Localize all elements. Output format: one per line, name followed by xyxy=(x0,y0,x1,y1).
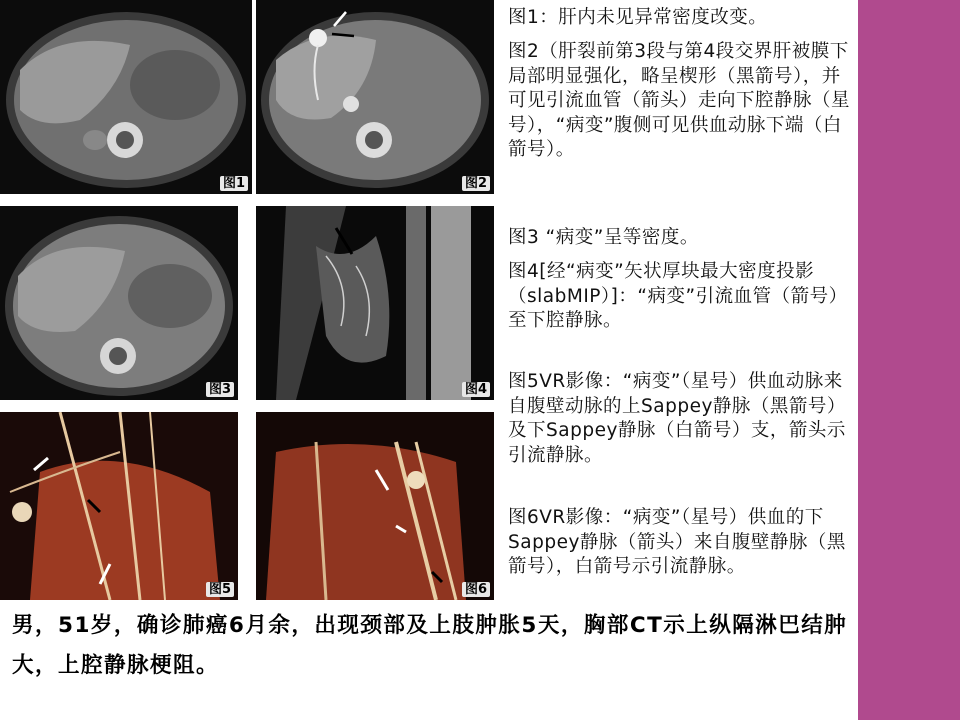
figure-2-label: 图2 xyxy=(462,176,490,191)
ct-image-figure-3 xyxy=(0,206,238,400)
figure-5-label: 图5 xyxy=(206,582,234,597)
case-summary: 男，51岁，确诊肺癌6月余，出现颈部及上肢肿胀5天，胸部CT示上纵隔淋巴结肿大，上腔静脉梗阻。 xyxy=(12,613,848,678)
caption-figure-3: 图3 “病变”呈等密度。 xyxy=(508,227,699,248)
caption-figure-6: 图6VR影像：“病变”（星号）供血的下Sappey静脉（箭头）来自腹壁静脉（黑箭号），白箭号示引流静脉。 xyxy=(508,507,846,577)
caption-figure-5: 图5VR影像：“病变”（星号）供血动脉来自腹壁动脉的上Sappey静脉（黑箭号）及下Sappey静脉（白箭号）支，箭头示引流静脉。 xyxy=(508,371,846,466)
caption-figure-1: 图1：肝内未见异常密度改变。 xyxy=(508,7,768,28)
caption-figure-4: 图4[经“病变”矢状厚块最大密度投影（slabMIP）]：“病变”引流血管（箭号）至下腔静脉。 xyxy=(508,261,848,331)
vr-image-figure-5 xyxy=(0,412,238,600)
ct-image-figure-2 xyxy=(256,0,494,194)
mip-image-figure-4 xyxy=(256,206,494,400)
slide-accent-band xyxy=(858,0,960,720)
figure-6-label: 图6 xyxy=(462,582,490,597)
figure-4-label: 图4 xyxy=(462,382,490,397)
caption-figure-2: 图2（肝裂前第3段与第4段交界肝被膜下局部明显强化，略呈楔形（黑箭号），并可见引流血管（箭头）走向下腔静脉（星号），“病变”腹侧可见供血动脉下端（白箭号）。 xyxy=(508,41,851,160)
figure-3-label: 图3 xyxy=(206,382,234,397)
ct-image-figure-1 xyxy=(0,0,252,194)
vr-image-figure-6 xyxy=(256,412,494,600)
figure-1-label: 图1 xyxy=(220,176,248,191)
